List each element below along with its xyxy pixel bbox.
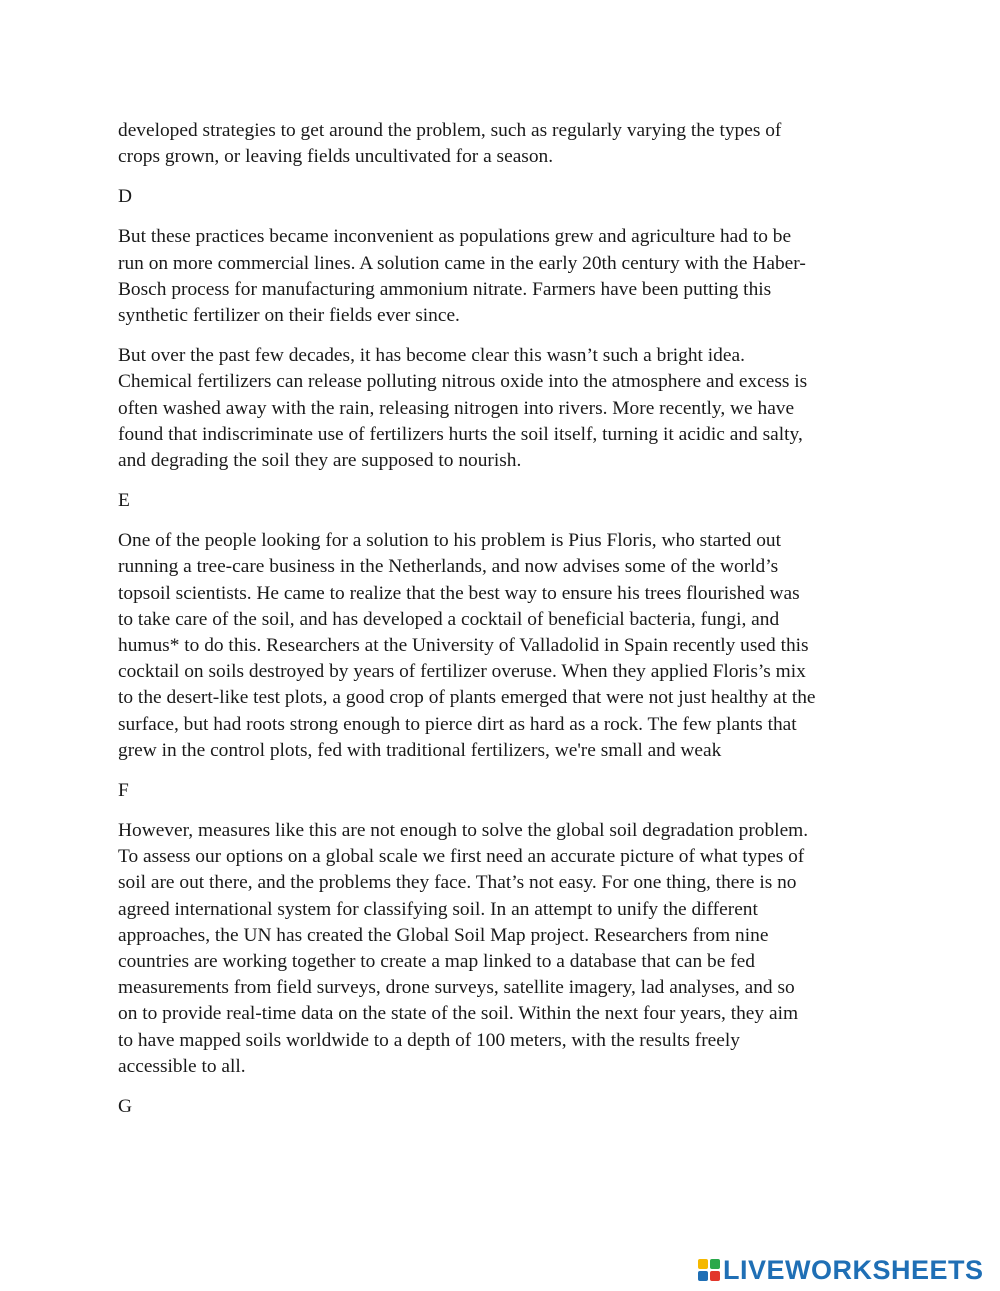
section-letter: E <box>118 490 130 512</box>
paragraph-line: One of the people looking for a solution to his problem is Pius Floris, who started out <box>118 530 781 552</box>
paragraph-line: However, measures like this are not enough to solve the global soil degradation problem. <box>118 820 809 842</box>
paragraph <box>118 224 888 329</box>
paragraph-line: to take care of the soil, and has developed a cocktail of beneficial bacteria, fungi, and <box>118 608 780 630</box>
paragraph-line: To assess our options on a global scale we first need an accurate picture of what types of <box>118 846 805 868</box>
paragraph <box>118 118 888 170</box>
paragraph-line: But these practices became inconvenient as populations grew and agriculture had to be <box>118 226 792 248</box>
paragraph-line: grew in the control plots, fed with traditional fertilizers, we're small and weak <box>118 739 722 761</box>
paragraph-line: to have mapped soils worldwide to a depth of 100 meters, with the results freely <box>118 1029 740 1051</box>
paragraph <box>118 818 888 1080</box>
paragraph-line: often washed away with the rain, releasing nitrogen into rivers. More recently, we have <box>118 397 795 419</box>
paragraph-line: surface, but had roots strong enough to pierce dirt as hard as a rock. The few plants that <box>118 713 797 735</box>
paragraph-line: But over the past few decades, it has become clear this wasn’t such a bright idea. <box>118 345 745 367</box>
paragraph-line: crops grown, or leaving fields uncultivated for a season. <box>118 146 554 168</box>
paragraph-line: Chemical fertilizers can release polluting nitrous oxide into the atmosphere and excess is <box>118 371 808 393</box>
paragraph-line: run on more commercial lines. A solution came in the early 20th century with the Haber- <box>118 252 806 274</box>
logo-square-4 <box>710 1271 720 1281</box>
paragraph-line: measurements from field surveys, drone surveys, satellite imagery, lad analyses, and so <box>118 977 795 999</box>
section-letter: D <box>118 186 133 208</box>
paragraph-line: developed strategies to get around the problem, such as regularly varying the types of <box>118 120 782 141</box>
paragraph-line: agreed international system for classifying soil. In an attempt to unify the different <box>118 898 758 920</box>
paragraph-line: accessible to all. <box>118 1055 246 1077</box>
paragraph-line: to the desert-like test plots, a good crop of plants emerged that were not just healthy at the <box>118 687 816 709</box>
paragraph-line: Bosch process for manufacturing ammonium nitrate. Farmers have been putting this <box>118 278 772 300</box>
logo-text: LIVEWORKSHEETS <box>723 1254 984 1285</box>
paragraph-line: and degrading the soil they are supposed to nourish. <box>118 450 522 472</box>
paragraph <box>118 528 888 764</box>
logo-square-2 <box>710 1259 720 1269</box>
paragraph-line: on to provide real-time data on the state of the soil. Within the next four years, they aim <box>118 1003 799 1025</box>
paragraph-line: humus* to do this. Researchers at the University of Valladolid in Spain recently used this <box>118 635 809 657</box>
logo-square-3 <box>698 1271 708 1281</box>
liveworksheets-logo <box>698 1256 984 1284</box>
paragraph-line: found that indiscriminate use of fertilizers hurts the soil itself, turning it acidic and salty, <box>118 423 803 445</box>
paragraph-line: approaches, the UN has created the Global Soil Map project. Researchers from nine <box>118 924 769 946</box>
paragraph-line: running a tree-care business in the Netherlands, and now advises some of the world’s <box>118 556 779 578</box>
paragraph-line: soil are out there, and the problems they face. That’s not easy. For one thing, there is no <box>118 872 797 894</box>
paragraph <box>118 343 888 474</box>
paragraph-line: countries are working together to create a map linked to a database that can be fed <box>118 951 755 973</box>
paragraph-line: cocktail on soils destroyed by years of fertilizer overuse. When they applied Floris’s mix <box>118 661 806 683</box>
section-letter: F <box>118 780 129 802</box>
section-letter: G <box>118 1096 133 1118</box>
paragraph-line: synthetic fertilizer on their fields ever since. <box>118 305 460 327</box>
worksheet-page <box>118 118 888 1134</box>
liveworksheets-logo-icon <box>698 1259 720 1281</box>
logo-square-1 <box>698 1259 708 1269</box>
paragraph-line: topsoil scientists. He came to realize that the best way to ensure his trees flourished was <box>118 582 800 604</box>
